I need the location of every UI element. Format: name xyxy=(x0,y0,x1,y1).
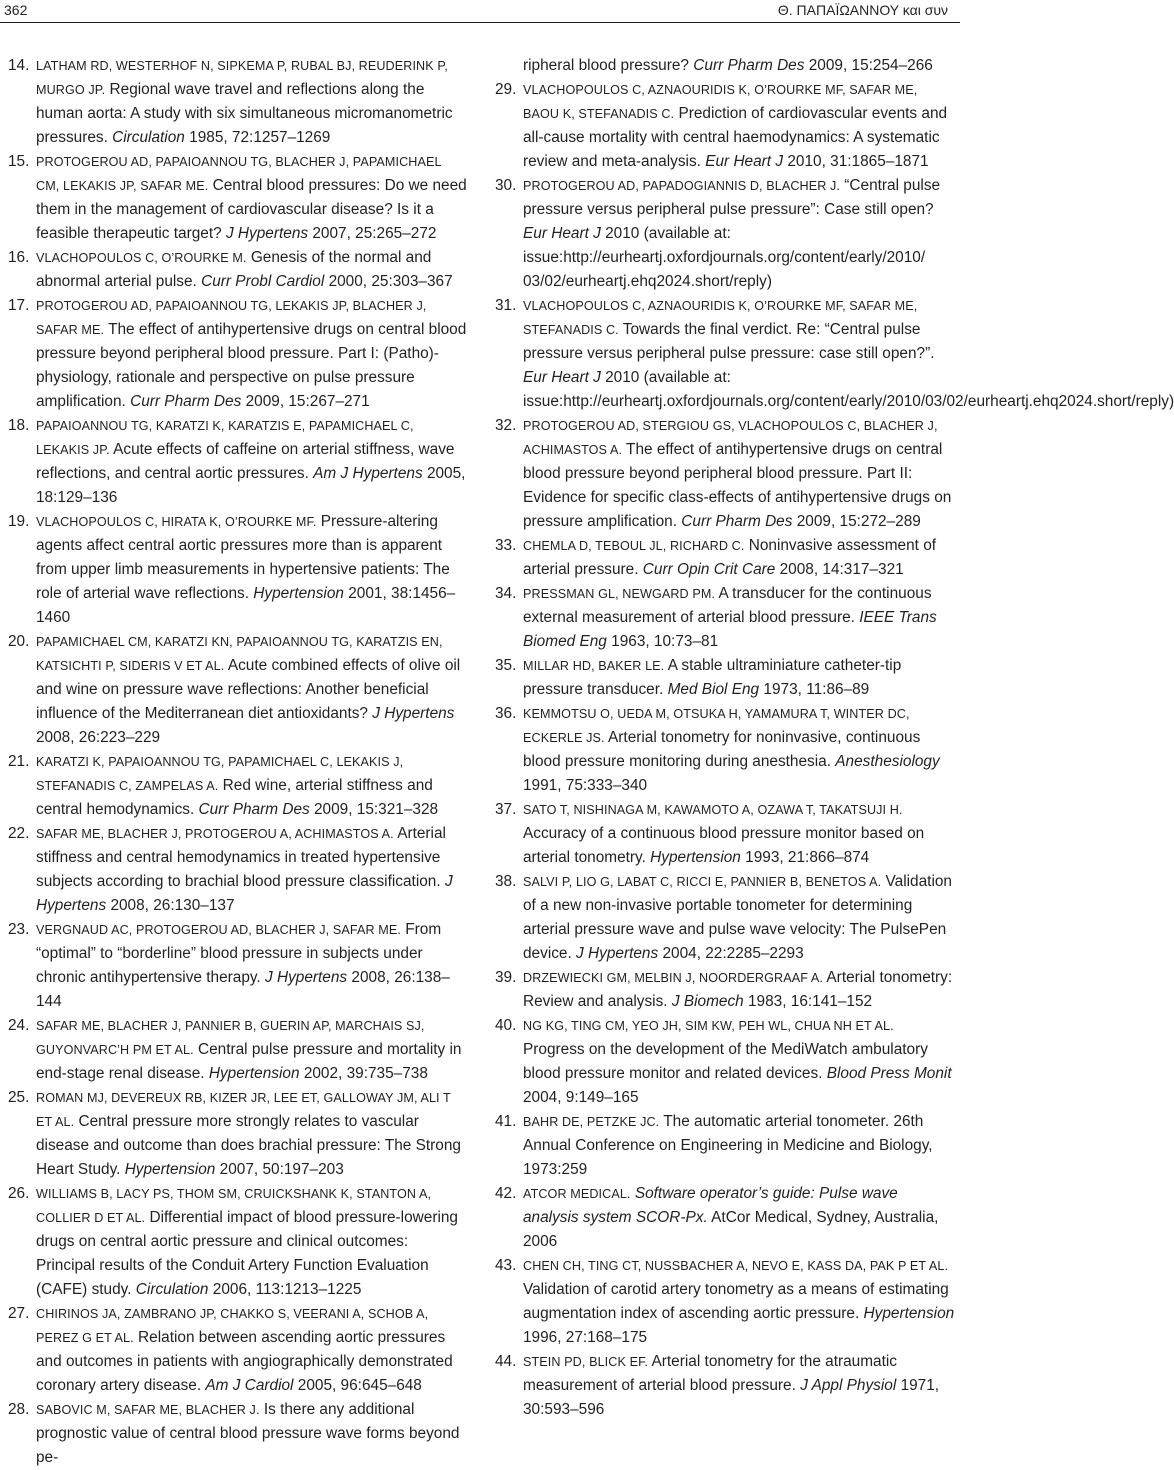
reference-item xyxy=(8,54,468,150)
reference-journal: Curr Pharm Des xyxy=(198,801,310,818)
reference-number: 27. xyxy=(8,1305,30,1322)
reference-title: Is there any additional prognostic value of central blood pressure wave forms beyond pe- xyxy=(36,1401,460,1466)
reference-number: 44. xyxy=(495,1353,517,1370)
reference-journal: J Biomech xyxy=(671,993,744,1010)
reference-authors: DRZEWIECKI GM, MELBIN J, NOORDERGRAAF A. xyxy=(523,971,823,985)
reference-title: Central pressure more strongly relates to vascular disease and outcome than does brachial pressure: The Strong Heart Study. xyxy=(36,1113,461,1178)
reference-citation: 1996, 27:168–175 xyxy=(523,1329,648,1346)
reference-journal: J Hypertens xyxy=(576,945,659,962)
reference-item xyxy=(8,150,468,246)
reference-title: Arterial tonometry: Review and analysis. xyxy=(523,969,953,1010)
reference-journal: Curr Opin Crit Care xyxy=(642,561,776,578)
reference-number: 33. xyxy=(495,537,517,554)
reference-citation: 2008, 26:138–144 xyxy=(36,969,450,1010)
reference-journal: Eur Heart J xyxy=(523,369,601,386)
reference-citation: 1985, 72:1257–1269 xyxy=(189,129,331,146)
reference-item xyxy=(495,582,955,654)
reference-journal: Circulation xyxy=(135,1281,209,1298)
reference-number: 36. xyxy=(495,705,517,722)
reference-citation: 2002, 39:735–738 xyxy=(303,1065,428,1082)
reference-citation: 2001, 38:1456–1460 xyxy=(36,585,456,626)
reference-column-left xyxy=(8,54,468,1470)
reference-item xyxy=(495,1014,955,1110)
reference-authors: PROTOGEROU AD, PAPAIOANNOU TG, BLACHER J, PAPAMICHAEL CM, LEKAKIS JP, SAFAR ME. xyxy=(36,155,442,193)
reference-journal: Am J Cardiol xyxy=(205,1377,294,1394)
reference-journal: Curr Probl Cardiol xyxy=(201,273,325,290)
reference-journal: J Appl Physiol xyxy=(800,1377,897,1394)
reference-authors: PAPAIOANNOU TG, KARATZI K, KARATZIS E, PAPAMICHAEL C, LEKAKIS JP. xyxy=(36,419,414,457)
reference-item xyxy=(8,1014,468,1086)
reference-citation: 2005, 96:645–648 xyxy=(297,1377,422,1394)
reference-citation: AtCor Medical, Sydney, Australia, 2006 xyxy=(523,1209,939,1250)
reference-title: Genesis of the normal and abnormal arterial pulse. xyxy=(36,249,432,290)
reference-journal: Hypertension xyxy=(650,849,741,866)
reference-number: 25. xyxy=(8,1089,30,1106)
reference-citation: 2007, 25:265–272 xyxy=(312,225,437,242)
reference-title: Arterial tonometry for noninvasive, continuous blood pressure monitoring during anesthesia. xyxy=(523,729,921,770)
reference-title: A stable ultraminiature catheter-tip pressure transducer. xyxy=(523,657,902,698)
reference-authors: KEMMOTSU O, UEDA M, OTSUKA H, YAMAMURA T, WINTER DC, ECKERLE JS. xyxy=(523,707,910,745)
reference-item xyxy=(495,1254,955,1350)
reference-title: Prediction of cardiovascular events and all-cause mortality with central haemodynamics: A systematic review and meta-analysis. xyxy=(523,105,948,170)
reference-authors: VLACHOPOULOS C, HIRATA K, O’ROURKE MF. xyxy=(36,515,317,529)
reference-title: Central pulse pressure and mortality in end-stage renal disease. xyxy=(36,1041,462,1082)
reference-number: 31. xyxy=(495,297,517,314)
reference-item xyxy=(495,966,955,1014)
reference-item xyxy=(8,294,468,414)
reference-title: Regional wave travel and reflections along the human aorta: A study with six simultaneous micromanometric pressures. xyxy=(36,81,453,146)
reference-authors: BAHR DE, PETZKE JC. xyxy=(523,1115,660,1129)
reference-authors: PRESSMAN GL, NEWGARD PM. xyxy=(523,587,716,601)
reference-item xyxy=(495,702,955,798)
reference-item xyxy=(495,78,955,174)
reference-journal: Am J Hypertens xyxy=(313,465,423,482)
reference-journal: IEEE Trans Biomed Eng xyxy=(523,609,937,650)
reference-authors: LATHAM RD, WESTERHOF N, SIPKEMA P, RUBAL BJ, REUDERINK P, MURGO JP. xyxy=(36,59,448,97)
reference-item xyxy=(8,918,468,1014)
reference-authors: PROTOGEROU AD, STERGIOU GS, VLACHOPOULOS C, BLACHER J, ACHIMASTOS A. xyxy=(523,419,938,457)
reference-authors: MILLAR HD, BAKER LE. xyxy=(523,659,665,673)
reference-title: Towards the final verdict. Re: “Central pulse pressure versus peripheral pulse pressure: case still open?”. xyxy=(523,321,935,362)
reference-journal: J Hypertens xyxy=(225,225,309,242)
reference-number: 28. xyxy=(8,1401,30,1418)
reference-citation: 2007, 50:197–203 xyxy=(219,1161,344,1178)
reference-citation: 2004, 9:149–165 xyxy=(523,1089,639,1106)
reference-journal: Eur Heart J xyxy=(705,153,784,170)
reference-number: 38. xyxy=(495,873,517,890)
reference-item xyxy=(495,414,955,534)
reference-authors: ATCOR MEDICAL. xyxy=(523,1187,631,1201)
reference-item xyxy=(8,1182,468,1302)
reference-number: 34. xyxy=(495,585,517,602)
reference-journal: Hypertension xyxy=(124,1161,216,1178)
reference-title: Noninvasive assessment of arterial pressure. xyxy=(523,537,937,578)
reference-authors: SAFAR ME, BLACHER J, PROTOGEROU A, ACHIMASTOS A. xyxy=(36,827,394,841)
reference-citation: 2010, 31:1865–1871 xyxy=(787,153,929,170)
reference-number: 23. xyxy=(8,921,30,938)
reference-journal: J Hypertens xyxy=(36,873,453,914)
reference-citation: 2008, 26:130–137 xyxy=(110,897,235,914)
reference-citation: 2010 (available at: issue:http://eurheartj.oxfordjournals.org/content/early/2010/03/02/eurheartj.ehq2024.short/reply) xyxy=(523,369,1174,410)
reference-number: 41. xyxy=(495,1113,517,1130)
reference-citation: 1973, 11:86–89 xyxy=(763,681,870,698)
reference-title: The effect of antihypertensive drugs on central blood pressure beyond peripheral blood pressure. Part II: Evidence for specific class-effects of antihypertensive drugs on pressure amplification. xyxy=(523,441,952,530)
reference-authors: PAPAMICHAEL CM, KARATZI KN, PAPAIOANNOU TG, KARATZIS EN, KATSICHTI P, SIDERIS V ET AL. xyxy=(36,635,443,673)
reference-citation: 1983, 16:141–152 xyxy=(748,993,873,1010)
reference-title: The effect of antihypertensive drugs on central blood pressure beyond peripheral blood pressure. Part I: (Patho)-physiology, rationale and perspective on pulse pressure amplification. xyxy=(36,321,467,410)
reference-citation: 1993, 21:866–874 xyxy=(745,849,870,866)
reference-number: 35. xyxy=(495,657,517,674)
reference-citation: 2000, 25:303–367 xyxy=(328,273,453,290)
reference-item xyxy=(8,1398,468,1470)
reference-number: 24. xyxy=(8,1017,30,1034)
reference-citation: 2008, 26:223–229 xyxy=(36,729,161,746)
reference-title: Central blood pressures: Do we need them in the management of cardiovascular disease? Is it a feasible therapeutic target? xyxy=(36,177,467,242)
reference-number: 14. xyxy=(8,57,30,74)
reference-citation: 2005, 18:129–136 xyxy=(36,465,466,506)
reference-citation: 1963, 10:73–81 xyxy=(611,633,719,650)
reference-journal: J Hypertens xyxy=(265,969,348,986)
reference-authors: SABOVIC M, SAFAR ME, BLACHER J. xyxy=(36,1403,260,1417)
reference-item xyxy=(495,870,955,966)
reference-column-right xyxy=(495,54,1174,1422)
reference-item xyxy=(495,1350,955,1422)
reference-authors: SATO T, NISHINAGA M, KAWAMOTO A, OZAWA T, TAKATSUJI H. xyxy=(523,803,903,817)
reference-authors: VERGNAUD AC, PROTOGEROU AD, BLACHER J, SAFAR ME. xyxy=(36,923,401,937)
reference-title: Differential impact of blood pressure-lowering drugs on central aortic pressure and clinical outcomes: Principal results of the Conduit Artery Function Evaluation (CAFE) study. xyxy=(36,1209,458,1298)
reference-citation: 1991, 75:333–340 xyxy=(523,777,648,794)
reference-authors: KARATZI K, PAPAIOANNOU TG, PAPAMICHAEL C, LEKAKIS J, STEFANADIS C, ZAMPELAS A. xyxy=(36,755,404,793)
reference-title: Validation of a new non-invasive portable tonometer for determining arterial pressure wave and pulse wave velocity: The PulsePen device. xyxy=(523,873,952,962)
reference-number: 19. xyxy=(8,513,30,530)
reference-item xyxy=(8,1302,468,1398)
reference-journal: Hypertension xyxy=(253,585,344,602)
page-header xyxy=(0,0,960,26)
reference-title: The automatic arterial tonometer. 26th Annual Conference on Engineering in Medicine and Biology, 1973:259 xyxy=(523,1113,933,1178)
reference-item xyxy=(8,750,468,822)
reference-number: 42. xyxy=(495,1185,517,1202)
reference-citation: 2009, 15:254–266 xyxy=(808,57,933,74)
reference-item xyxy=(8,822,468,918)
reference-journal: Circulation xyxy=(112,129,185,146)
reference-journal: Hypertension xyxy=(863,1305,955,1322)
reference-number: 17. xyxy=(8,297,30,314)
reference-item xyxy=(495,654,955,702)
reference-authors: PROTOGEROU AD, PAPADOGIANNIS D, BLACHER J. xyxy=(523,179,841,193)
reference-number: 39. xyxy=(495,969,517,986)
reference-authors: NG KG, TING CM, YEO JH, SIM KW, PEH WL, CHUA NH ET AL. xyxy=(523,1019,894,1033)
reference-number: 32. xyxy=(495,417,517,434)
reference-item xyxy=(8,630,468,750)
reference-authors: CHIRINOS JA, ZAMBRANO JP, CHAKKO S, VEERANI A, SCHOB A, PEREZ G ET AL. xyxy=(36,1307,429,1345)
reference-citation: 1971, 30:593–596 xyxy=(523,1377,940,1418)
reference-title: Arterial tonometry for the atraumatic measurement of arterial blood pressure. xyxy=(523,1353,898,1394)
reference-journal: Curr Pharm Des xyxy=(693,57,805,74)
reference-title: Acute combined effects of olive oil and wine on pressure wave reflections: Another beneficial influence of the Mediterranean diet antioxidants? xyxy=(36,657,461,722)
reference-journal: Hypertension xyxy=(208,1065,300,1082)
reference-authors: VLACHOPOULOS C, AZNAOURIDIS K, O’ROURKE MF, SAFAR ME, BAOU K, STEFANADIS C. xyxy=(523,83,918,121)
reference-number: 26. xyxy=(8,1185,30,1202)
reference-title: “Central pulse pressure versus peripheral pulse pressure”: Case still open? xyxy=(523,177,941,218)
reference-title: From “optimal” to “borderline” blood pressure in subjects under chronic antihypertensive therapy. xyxy=(36,921,442,986)
reference-number: 37. xyxy=(495,801,517,818)
header-rule xyxy=(0,22,960,23)
reference-authors: CHEN CH, TING CT, NUSSBACHER A, NEVO E, KASS DA, PAK P ET AL. xyxy=(523,1259,949,1273)
reference-citation: 2004, 22:2285–2293 xyxy=(662,945,804,962)
reference-title: Accuracy of a continuous blood pressure monitor based on arterial tonometry. xyxy=(523,825,925,866)
reference-title: Red wine, arterial stiffness and central hemodynamics. xyxy=(36,777,433,818)
reference-title: ripheral blood pressure? xyxy=(523,57,689,74)
reference-item xyxy=(8,414,468,510)
reference-journal: Software operator’s guide: Pulse wave analysis system SCOR-Px. xyxy=(523,1185,898,1226)
reference-item xyxy=(495,54,955,78)
reference-citation: 2006, 113:1213–1225 xyxy=(212,1281,362,1298)
reference-item xyxy=(8,510,468,630)
reference-item xyxy=(8,1086,468,1182)
reference-authors: SALVI P, LIO G, LABAT C, RICCI E, PANNIER B, BENETOS A. xyxy=(523,875,882,889)
reference-authors: ROMAN MJ, DEVEREUX RB, KIZER JR, LEE ET, GALLOWAY JM, ALI T ET AL. xyxy=(36,1091,451,1129)
reference-number: 15. xyxy=(8,153,30,170)
reference-number: 18. xyxy=(8,417,30,434)
reference-authors: PROTOGEROU AD, PAPAIOANNOU TG, LEKAKIS JP, BLACHER J, SAFAR ME. xyxy=(36,299,427,337)
reference-authors: STEIN PD, BLICK EF. xyxy=(523,1355,649,1369)
reference-number: 30. xyxy=(495,177,517,194)
reference-number: 40. xyxy=(495,1017,517,1034)
reference-item xyxy=(495,1110,955,1182)
reference-number: 16. xyxy=(8,249,30,266)
reference-title: Relation between ascending aortic pressures and outcomes in patients with angiographically demonstrated coronary artery disease. xyxy=(36,1329,453,1394)
reference-journal: Curr Pharm Des xyxy=(130,393,242,410)
reference-title: Pressure-altering agents affect central aortic pressures more than is apparent from upper limb measurements in hypertensive patients: The role of arterial wave reflections. xyxy=(36,513,450,602)
reference-item xyxy=(495,1182,955,1254)
reference-journal: Med Biol Eng xyxy=(667,681,760,698)
reference-journal: Blood Press Monit xyxy=(826,1065,952,1082)
reference-item xyxy=(495,798,955,870)
reference-title: Validation of carotid artery tonometry as a means of estimating augmentation index of ascending aortic pressure. xyxy=(523,1281,949,1322)
reference-number: 21. xyxy=(8,753,30,770)
reference-journal: J Hypertens xyxy=(372,705,455,722)
reference-journal: Curr Pharm Des xyxy=(681,513,793,530)
reference-item xyxy=(495,534,955,582)
running-head: Θ. ΠΑΠΑΪΩΑΝΝΟΥ και συν xyxy=(777,2,948,18)
reference-authors: CHEMLA D, TEBOUL JL, RICHARD C. xyxy=(523,539,745,553)
reference-title: A transducer for the continuous external measurement of arterial blood pressure. xyxy=(523,585,932,626)
reference-number: 29. xyxy=(495,81,517,98)
reference-authors: VLACHOPOULOS C, AZNAOURIDIS K, O’ROURKE MF, SAFAR ME, STEFANADIS C. xyxy=(523,299,918,337)
reference-number: 43. xyxy=(495,1257,517,1274)
reference-authors: SAFAR ME, BLACHER J, PANNIER B, GUERIN AP, MARCHAIS SJ, GUYONVARC’H PM ET AL. xyxy=(36,1019,425,1057)
reference-journal: Anesthesiology xyxy=(835,753,940,770)
reference-authors: VLACHOPOULOS C, O’ROURKE M. xyxy=(36,251,247,265)
reference-citation: 2008, 14:317–321 xyxy=(779,561,904,578)
reference-authors: WILLIAMS B, LACY PS, THOM SM, CRUICKSHANK K, STANTON A, COLLIER D ET AL. xyxy=(36,1187,432,1225)
reference-citation: 2009, 15:267–271 xyxy=(245,393,370,410)
reference-item xyxy=(495,294,1174,414)
reference-title: Arterial stiffness and central hemodynamics in treated hypertensive subjects according to brachial blood pressure classification. xyxy=(36,825,446,890)
reference-number: 22. xyxy=(8,825,30,842)
reference-title: Acute effects of caffeine on arterial stiffness, wave reflections, and central aortic pressures. xyxy=(36,441,455,482)
reference-citation: 2009, 15:321–328 xyxy=(314,801,439,818)
page-number: 362 xyxy=(4,2,28,18)
reference-number: 20. xyxy=(8,633,30,650)
reference-citation: 2009, 15:272–289 xyxy=(796,513,921,530)
reference-citation: 2010 (available at: issue:http://eurheartj.oxfordjournals.org/content/early/2010/ 03/02/eurheartj.ehq2024.short/reply) xyxy=(523,225,926,290)
reference-item xyxy=(8,246,468,294)
reference-item xyxy=(495,174,955,294)
reference-title: Progress on the development of the MediWatch ambulatory blood pressure monitor and related devices. xyxy=(523,1041,928,1082)
reference-journal: Eur Heart J xyxy=(523,225,601,242)
